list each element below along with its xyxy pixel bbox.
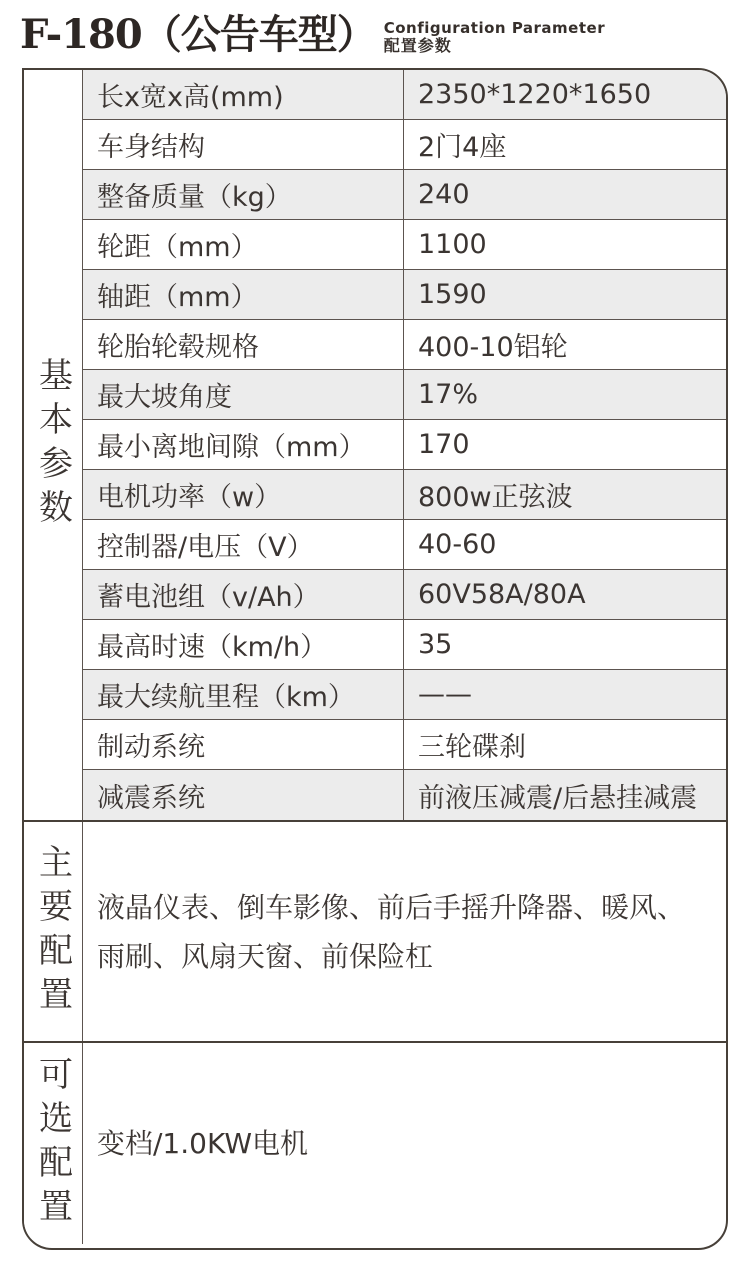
spec-label-battery-pack: 蓄电池组（v/Ah）: [82, 570, 403, 620]
spec-label-curb-weight: 整备质量（kg）: [82, 170, 403, 220]
spec-value-max-slope: 17%: [403, 370, 726, 420]
spec-value-wheelbase: 1590: [403, 270, 726, 320]
spec-label-controller-voltage: 控制器/电压（V）: [82, 520, 403, 570]
spec-label-motor-power: 电机功率（w）: [82, 470, 403, 520]
main-configuration-section: [24, 822, 726, 1043]
page-header: [20, 12, 605, 58]
spec-label-body-structure: 车身结构: [82, 120, 403, 170]
spec-value-max-speed: 35: [403, 620, 726, 670]
spec-value-track-width: 1100: [403, 220, 726, 270]
page-subtitle: [384, 20, 605, 58]
spec-value-suspension-system: 前液压减震/后悬挂减震: [403, 770, 726, 820]
spec-value-battery-pack: 60V58A/80A: [403, 570, 726, 620]
optional-configuration-content: 变档/1.0KW电机: [82, 1043, 726, 1244]
spec-value-curb-weight: 240: [403, 170, 726, 220]
basic-parameters-section: [24, 70, 726, 822]
spec-label-wheelbase: 轴距（mm）: [82, 270, 403, 320]
basic-parameters-side-label: 基本参数: [24, 70, 82, 820]
spec-label-dimensions: 长x宽x高(mm): [82, 70, 403, 120]
spec-label-brake-system: 制动系统: [82, 720, 403, 770]
spec-value-controller-voltage: 40-60: [403, 520, 726, 570]
spec-value-tire-spec: 400-10铝轮: [403, 320, 726, 370]
spec-label-tire-spec: 轮胎轮毂规格: [82, 320, 403, 370]
spec-value-body-structure: 2门4座: [403, 120, 726, 170]
spec-label-suspension-system: 减震系统: [82, 770, 403, 820]
page-title: F-180（公告车型）: [20, 11, 376, 58]
optional-configuration-side-label: 可选配置: [24, 1043, 82, 1244]
spec-value-brake-system: 三轮碟刹: [403, 720, 726, 770]
spec-value-motor-power: 800w正弦波: [403, 470, 726, 520]
spec-value-dimensions: 2350*1220*1650: [403, 70, 726, 120]
spec-value-ground-clearance: 170: [403, 420, 726, 470]
spec-table: [22, 68, 728, 1250]
subtitle-chinese: 配置参数: [383, 35, 452, 55]
main-configuration-side-label: 主要配置: [24, 822, 82, 1041]
main-configuration-content: 液晶仪表、倒车影像、前后手摇升降器、暖风、雨刷、风扇天窗、前保险杠: [82, 822, 726, 1041]
spec-label-track-width: 轮距（mm）: [82, 220, 403, 270]
spec-label-ground-clearance: 最小离地间隙（mm）: [82, 420, 403, 470]
spec-label-max-range: 最大续航里程（km）: [82, 670, 403, 720]
subtitle-english: Configuration Parameter: [383, 19, 606, 38]
spec-label-max-slope: 最大坡角度: [82, 370, 403, 420]
optional-configuration-section: [24, 1043, 726, 1244]
spec-label-max-speed: 最高时速（km/h）: [82, 620, 403, 670]
spec-value-max-range: ——: [403, 670, 726, 720]
